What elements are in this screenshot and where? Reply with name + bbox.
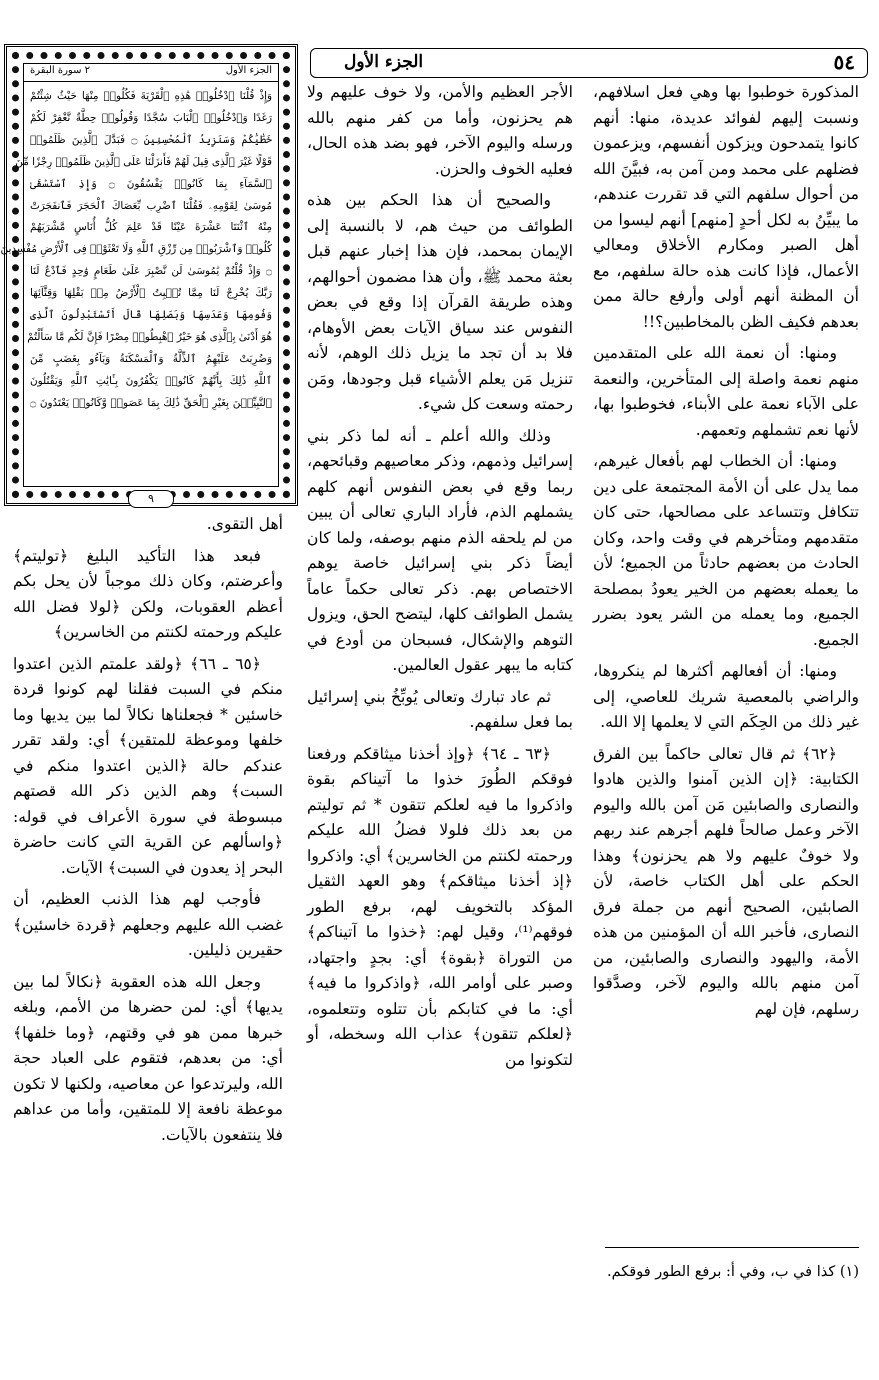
quran-part-label: الجزء الأول <box>225 65 272 76</box>
paragraph: وذلك والله أعلم ـ أنه لما ذكر بني إسرائيل وذمهم، وذكر معاصيهم وقبائحهم، ربما وقع في بعض النفوس أنهم كلهم يشملهم الذم، فأراد الباري تعالى أن يبين من لم يلحقه الذم منهم بوصفه، ولما كان أيضاً ذكر بني إسرائيل خاصة يوهم الاختصاص بهم. ذكر تعالى حكماً عاماً يشمل الطوائف كلها، ليتضح الحق، ويزول التوهم والإشكال، فسبحان من أودع في كتابه ما يبهر عقول العالمين. <box>307 426 573 674</box>
ornamental-border <box>0 52 290 505</box>
quran-line: وَضُرِبَتْ عَلَيْهِمُ ٱلذِّلَّةُ وَٱلْمَسْكَنَةُ وَبَآءُو بِغَضَبٍ مِّنَ <box>30 352 272 365</box>
paragraph: ومنها: أن أفعالهم أكثرها لم ينكروها، والراضي بالمعصية شريك للعاصي، إلى غير ذلك من الحِكَم التي لا يعلمها إلا الله. <box>593 662 859 731</box>
footnote-separator <box>605 1247 859 1248</box>
quran-line: كُلُوا۟ وَٱشْرَبُوا۟ مِن رِّزْقِ ٱللَّهِ وَلَا تَعْثَوْا۟ فِى ٱلْأَرْضِ مُفْسِدِينَ <box>0 243 272 256</box>
text-column-middle <box>307 80 573 1079</box>
quran-line: خَطَٰيَٰكُمْ وَسَنَزِيدُ ٱلْمُحْسِنِينَ ۝ فَبَدَّلَ ٱلَّذِينَ ظَلَمُوا۟ <box>30 133 272 146</box>
quran-surah-label: ٢ سورة البقرة <box>30 65 91 76</box>
quran-line: قَوْلًا غَيْرَ ٱلَّذِى قِيلَ لَهُمْ فَأَنزَلْنَا عَلَى ٱلَّذِينَ ظَلَمُوا۟ رِجْزًا مِّنَ <box>15 155 272 168</box>
quran-lines <box>0 82 278 415</box>
paragraph: فأوجب لهم هذا الذنب العظيم، أن غضب الله عليهم وجعلهم ﴿قردة خاسئين﴾ حقيرين ذليلين. <box>13 890 283 959</box>
paragraph: ومنها: أن نعمة الله على المتقدمين منهم نعمة واصلة إلى المتأخرين، والنعمة على الآباء نعمة على الأبناء، فخوطبوا بها، لأنها نعم تشملهم وتعمهم. <box>593 344 859 439</box>
paragraph: ﴿٦٢﴾ ثم قال تعالى حاكماً بين الفرق الكتابية: ﴿إن الذين آمنوا والذين هادوا والنصارى والصابئين مَن آمن بالله واليوم الآخر وعمل صالحاً فلهم أجرهم عند ربهم ولا خوفٌ عليهم ولا هم يحزنون﴾ وهذا الحكم على أهل الكتاب خاصة، لأن الصابئين، الصحيح أنهم من جملة فرق النصارى، فأخبر الله أن المؤمنين من هذه الأمة، واليهود والنصارى والصابئين، من آمن منهم بالله واليوم لآخر، وصدَّقوا رسلهم، فإن لهم <box>593 744 859 1018</box>
page-number: ٥٤ <box>833 50 855 74</box>
quran-line: ٱلسَّمَآءِ بِمَا كَانُوا۟ يَفْسُقُونَ ۝ وَإِذِ ٱسْتَسْقَىٰ <box>30 177 272 190</box>
quran-line: ۝ وَإِذْ قُلْتُمْ يَٰمُوسَىٰ لَن نَّصْبِرَ عَلَىٰ طَعَامٍ وَٰحِدٍ فَٱدْعُ لَنَا <box>30 265 272 278</box>
paragraph: أهل التقوى. <box>206 515 283 533</box>
quran-line: وَإِذْ قُلْنَا ٱدْخُلُوا۟ هَٰذِهِ ٱلْقَرْيَةَ فَكُلُوا۟ مِنْهَا حَيْثُ شِئْتُمْ <box>30 90 272 102</box>
paragraph: والصحيح أن هذا الحكم بين هذه الطوائف من حيث هم، لا بالنسبة إلى الإيمان بمحمد، فإن هذا إخبار عنهم قبل بعثة محمد ﷺ، وأن هذا مضمون أحوالهم، وهذه طريقة القرآن إذا وقع في بعض النفوس عند سياق الآيات بعض الأوهام، فلا بد أن تجد ما يزيل ذلك الوهم، لأنه تنزيل مَن يعلم الأشياء قبل وجودها، ومَن رحمته وسعت كل شيء. <box>307 191 573 413</box>
quran-page-label: ٩ <box>128 490 174 508</box>
paragraph: ﴿٦٣ ـ ٦٤﴾ ﴿وإذ أخذنا ميثاقكم ورفعنا فوقكم الطُورَ خذوا ما آتيناكم بقوة واذكروا ما فيه لعلكم تتقون * ثم توليتم من بعد ذلك فلولا فضلُ الله عليكم ورحمته لكنتم من الخاسرين﴾ أي: واذكروا ﴿إذ أخذنا ميثاقكم﴾ وهو العهد الثقيل المؤكد بالتخويف لهم، برفع الطور فوقهم⁽¹⁾، وقيل لهم: ﴿خذوا ما آتيناكم﴾ من التوراة ﴿بقوة﴾ أي: بجدٍ واجتهاد، وصبر على أوامر الله، ﴿واذكروا ما فيه﴾ أي: ما في كتابكم بأن تتلوه وتتعلموه، ﴿لعلكم تتقون﴾ عذاب الله وسخطه، أو لتكونوا من <box>307 744 573 1069</box>
quran-line: وَفُومِهَا وَعَدَسِهَا وَبَصَلِهَا قَالَ أَتَسْتَبْدِلُونَ ٱلَّذِى <box>30 309 272 322</box>
quran-header-bar <box>24 64 278 82</box>
quran-line: رَبَّكَ يُخْرِجْ لَنَا مِمَّا تُنۢبِتُ ٱلْأَرْضُ مِنۢ بَقْلِهَا وَقِثَّآئِهَا <box>30 287 272 300</box>
quran-line: رَغَدًا وَٱدْخُلُوا۟ ٱلْبَابَ سُجَّدًا وَقُولُوا۟ حِطَّةٌ نَّغْفِرْ لَكُمْ <box>30 111 272 124</box>
part-title: الجزء الأول <box>344 52 424 72</box>
footnote: (١) كذا في ب، وفي أ: برفع الطور فوقكم. <box>607 1264 859 1280</box>
text-column-left <box>13 512 283 1154</box>
paragraph: وجعل الله هذه العقوبة ﴿نكالاً لما بين يديها﴾ أي: لمن حضرها من الأمم، وبلغه خبرها ممن هو في وقتهم، ﴿وما خلفها﴾ أي: من بعدهم، فتقوم على العباد حجة الله، وليرتدعوا عن معاصيه، ولكنها لا تكون موعظة نافعة إلا للمتقين، وأما من عداهم فلا ينتفعون بالآيات. <box>13 972 283 1144</box>
quran-text-frame <box>0 63 279 505</box>
paragraph: ﴿٦٥ ـ ٦٦﴾ ﴿ولقد علمتم الذين اعتدوا منكم في السبت فقلنا لهم كونوا قردة خاسئين * فجعلناها نكالاً لما بين يديها وما خلفها وموعظة للمتقين﴾ أي: ولقد تقرر عندكم حالة ﴿الذين اعتدوا منكم في السبت﴾ وهم الذين ذكر الله قصتهم مبسوطة في سورة الأعراف في قوله: ﴿واسألهم عن القرية التي كانت حاضرة البحر إذ يعدون في السبت﴾ الآيات. <box>13 654 283 877</box>
quran-line: ٱلنَّبِيِّـۧنَ بِغَيْرِ ٱلْحَقِّ ذَٰلِكَ بِمَا عَصَوا۟ وَّكَانُوا۟ يَعْتَدُونَ ۝ <box>30 396 272 409</box>
text-column-right <box>593 80 859 1028</box>
paragraph: ثم عاد تبارك وتعالى يُوبِّخُ بني إسرائيل بما فعل سلفهم. <box>307 687 573 731</box>
quran-line: مُوسَىٰ لِقَوْمِهِۦ فَقُلْنَا ٱضْرِب بِّعَصَاكَ ٱلْحَجَرَ فَٱنفَجَرَتْ <box>30 199 272 212</box>
quran-line: ٱللَّهِ ذَٰلِكَ بِأَنَّهُمْ كَانُوا۟ يَكْفُرُونَ بِـَٔايَٰتِ ٱللَّهِ وَيَقْتُلُونَ <box>30 374 272 387</box>
quran-line: هُوَ أَدْنَىٰ بِٱلَّذِى هُوَ خَيْرٌ ٱهْبِطُوا۟ مِصْرًا فَإِنَّ لَكُم مَّا سَأَلْتُمْ <box>27 330 272 343</box>
paragraph: ومنها: أن الخطاب لهم بأفعال غيرهم، مما يدل على أن الأمة المجتمعة على دين تتكافل وتتساعد على مصالحها، حتى كان متقدمهم ومتأخرهم في وقت واحد، وكان الحادث من بعضهم حادثاً من الجميع؛ لأن ما يعمله بعضهم من الخير يعودُ بمصلحة الجميع، وما يعمله من الشر يعود بضرر الجميع. <box>593 452 859 649</box>
quran-line: مِنْهُ ٱثْنَتَا عَشْرَةَ عَيْنًا قَدْ عَلِمَ كُلُّ أُنَاسٍ مَّشْرَبَهُمْ <box>30 221 272 234</box>
paragraph: فبعد هذا التأكيد البليغ ﴿توليتم﴾ وأعرضتم، وكان ذلك موجباً لأن يحل بكم أعظم العقوبات، ولكن ﴿لولا فضل الله عليكم ورحمته لكنتم من الخاسرين﴾ <box>13 546 283 641</box>
paragraph: المذكورة خوطبوا بها وهي فعل اسلافهم، ونسبت إليهم لفوائد عديدة، منها: أنهم كانوا يتمدحون ويزكون أنفسهم، ويزعمون فضلهم على محمد ومن آمن به، فبيَّنَ الله من أحوال سلفهم التي قد تقررت عندهم، ما يبيِّنُ به لكل أحدٍ [منهم] أنهم ليسوا من أهل الصبر ومكارم الأخلاق ومعالي الأعمال، فإذا كانت هذه حالة سلفهم، مع أن المظنة أنهم أولى وأرفع حالة ممن بعدهم فكيف الظن بالمخاطبين؟!! <box>593 83 859 331</box>
paragraph: الأجر العظيم والأمن، ولا خوف عليهم ولا هم يحزنون، وأما من كفر منهم بالله ورسله واليوم الآخر، فهو بضد هذه الحال، فعليه الخوف والحزن. <box>307 83 573 178</box>
quran-verse-panel <box>0 44 298 506</box>
